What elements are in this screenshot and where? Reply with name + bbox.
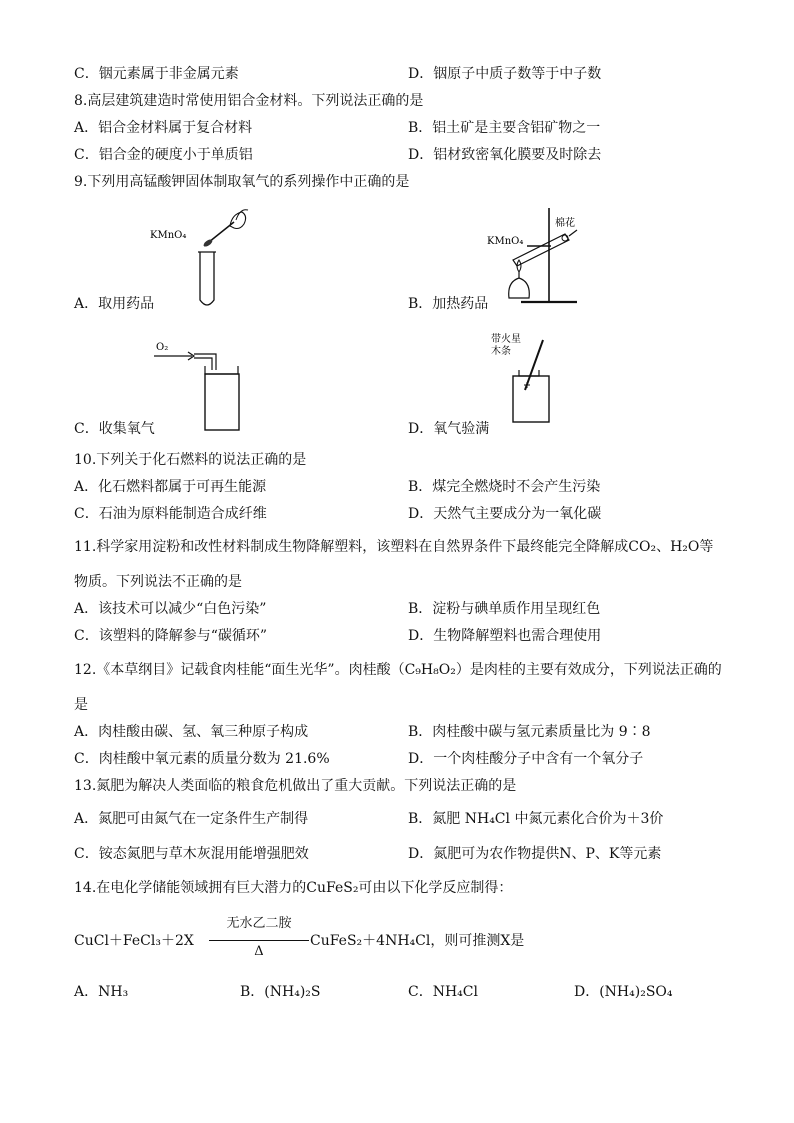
- q9-option-c: C．收集氧气: [74, 421, 155, 437]
- q14-equation-bar: [209, 940, 309, 941]
- q14-equation-condition-bottom: Δ: [254, 944, 264, 959]
- q8-option-c: C．铝合金的硬度小于单质铝: [74, 147, 253, 163]
- q11-stem-line-2: 物质。下列说法不正确的是: [74, 574, 242, 590]
- q9-stem: 9.下列用高锰酸钾固体制取氧气的系列操作中正确的是: [74, 174, 410, 190]
- q13-option-b: B．氮肥 NH₄Cl 中氮元素化合价为＋3价: [408, 811, 664, 827]
- q13-option-c: C．铵态氮肥与草木灰混用能增强肥效: [74, 846, 309, 862]
- q8-option-d: D．铝材致密氧化膜要及时除去: [408, 147, 602, 163]
- q11-stem-line-1: 11.科学家用淀粉和改性材料制成生物降解塑料，该塑料在自然界条件下最终能完全降解成CO₂、H₂O等: [74, 539, 714, 555]
- q8-stem: 8.高层建筑建造时常使用铝合金材料。下列说法正确的是: [74, 93, 424, 109]
- q9-figure-a-label: KMnO₄: [150, 230, 187, 241]
- q9-figure-b: [485, 200, 600, 310]
- q7-option-d: D．铟原子中质子数等于中子数: [408, 66, 602, 82]
- q8-option-b: B．铝土矿是主要含铝矿物之一: [408, 120, 601, 136]
- q8-option-a: A．铝合金材料属于复合材料: [74, 120, 253, 136]
- q10-option-c: C．石油为原料能制造合成纤维: [74, 506, 267, 522]
- q9-figure-b-cotton-label: 棉花: [555, 218, 575, 229]
- q9-option-b: B．加热药品: [408, 296, 489, 312]
- q14-option-d: D．(NH₄)₂SO₄: [574, 984, 673, 1000]
- q14-option-c: C．NH₄Cl: [408, 984, 478, 1000]
- q14-equation-reactants: CuCl＋FeCl₃＋2X: [74, 933, 194, 949]
- q10-option-a: A．化石燃料都属于可再生能源: [74, 479, 267, 495]
- q12-stem-line-1: 12.《本草纲目》记载食肉桂能“面生光华”。肉桂酸（C₉H₈O₂）是肉桂的主要有效成分，下列说法正确的: [74, 662, 722, 678]
- q9-option-a: A．取用药品: [74, 296, 155, 312]
- q9-figure-b-label: KMnO₄: [487, 236, 524, 247]
- q12-option-b: B．肉桂酸中碳与氢元素质量比为 9∶8: [408, 724, 651, 740]
- q14-equation-products: CuFeS₂＋4NH₄Cl，则可推测X是: [310, 933, 525, 949]
- q14-option-a: A．NH₃: [74, 984, 129, 1000]
- q13-option-d: D．氮肥可为农作物提供N、P、K等元素: [408, 846, 662, 862]
- q14-option-b: B．(NH₄)₂S: [240, 984, 321, 1000]
- q9-figure-c-label: O₂: [156, 342, 169, 353]
- q9-figure-d-label-2: 木条: [491, 346, 511, 357]
- q13-stem: 13.氮肥为解决人类面临的粮食危机做出了重大贡献。下列说法正确的是: [74, 778, 517, 794]
- q12-option-a: A．肉桂酸由碳、氢、氧三种原子构成: [74, 724, 309, 740]
- q9-option-d: D．氧气验满: [408, 421, 490, 437]
- q11-option-d: D．生物降解塑料也需合理使用: [408, 628, 602, 644]
- q11-option-c: C．该塑料的降解参与“碳循环”: [74, 628, 268, 644]
- q11-option-a: A．该技术可以减少“白色污染”: [74, 601, 267, 617]
- q10-option-b: B．煤完全燃烧时不会产生污染: [408, 479, 601, 495]
- q9-figure-d: [485, 330, 565, 435]
- q9-figure-d-label-1: 带火星: [491, 334, 521, 345]
- q10-option-d: D．天然气主要成分为一氧化碳: [408, 506, 602, 522]
- q11-option-b: B．淀粉与碘单质作用呈现红色: [408, 601, 601, 617]
- q7-option-c: C．铟元素属于非金属元素: [74, 66, 239, 82]
- q14-equation-condition-top: 无水乙二胺: [226, 916, 292, 931]
- q13-option-a: A．氮肥可由氮气在一定条件生产制得: [74, 811, 309, 827]
- q12-stem-line-2: 是: [74, 697, 88, 713]
- q12-option-d: D．一个肉桂酸分子中含有一个氧分子: [408, 751, 644, 767]
- q9-figure-a: [150, 200, 260, 310]
- q12-option-c: C．肉桂酸中氧元素的质量分数为 21.6%: [74, 751, 330, 767]
- q9-figure-c: [150, 334, 260, 434]
- q10-stem: 10.下列关于化石燃料的说法正确的是: [74, 452, 307, 468]
- q14-stem: 14.在电化学储能领域拥有巨大潜力的CuFeS₂可由以下化学反应制得：: [74, 880, 513, 896]
